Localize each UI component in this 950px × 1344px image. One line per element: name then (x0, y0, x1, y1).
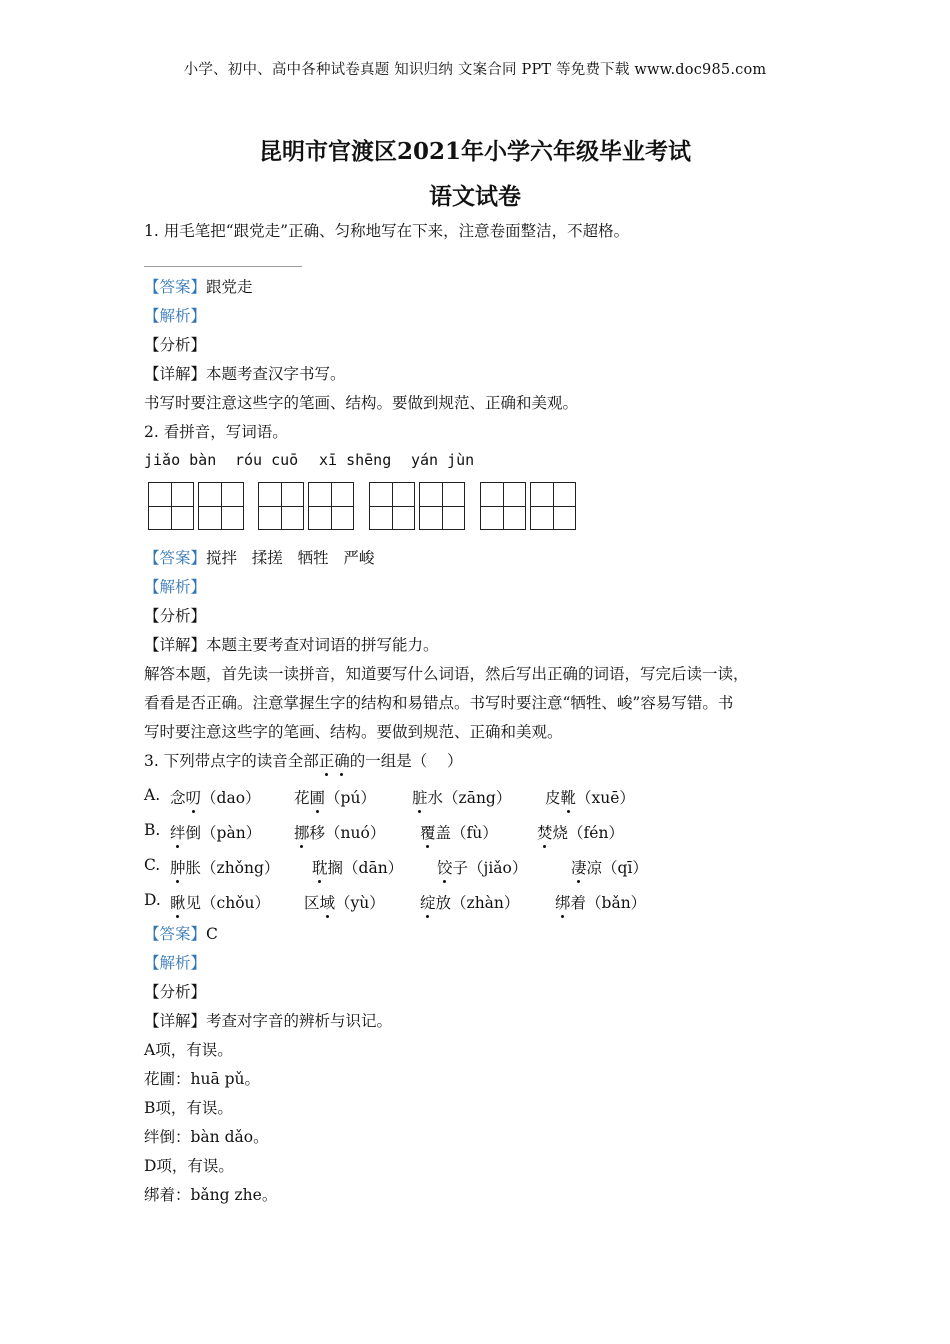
option-d-letter[interactable]: D. (144, 891, 161, 909)
answer-tag: 【答案】 (144, 925, 207, 943)
q1-answer (144, 277, 253, 297)
q1-fenxi: 【分析】 (144, 336, 207, 354)
word-char: 皮 (545, 789, 561, 807)
exam-title: 昆明市官渡区2021年小学六年级毕业考试 (258, 138, 691, 165)
pinyin: （xuē） (576, 789, 635, 807)
exam-subtitle: 语文试卷 (429, 183, 521, 210)
xiangjie-tag: 【详解】 (144, 365, 207, 383)
word-char: 放 (435, 894, 452, 912)
tianzige-box[interactable] (148, 482, 194, 530)
word-char: 烧 (552, 824, 569, 842)
option-c-letter[interactable]: C. (144, 856, 161, 874)
pinyin: （dao） (201, 789, 261, 807)
q2-jiexi: 【解析】 (144, 578, 207, 596)
word-char: 花 (294, 789, 310, 807)
pinyin: （fù） (451, 824, 498, 842)
dotted-char: 耽 (312, 856, 328, 878)
word-char: 盖 (435, 824, 452, 842)
q3-line-5: D项，有误。 (144, 1157, 234, 1175)
pinyin: （nuó） (325, 824, 386, 842)
pinyin: （pú） (325, 789, 376, 807)
option-a-word-2 (294, 786, 376, 808)
pinyin: （bǎn） (586, 894, 647, 912)
q3-line-3: B项，有误。 (144, 1099, 233, 1117)
dotted-char: 绽 (420, 891, 436, 913)
option-c-word-3 (437, 856, 527, 878)
tianzige-box[interactable] (530, 482, 576, 530)
tianzige-box[interactable] (369, 482, 415, 530)
tianzige-box[interactable] (308, 482, 354, 530)
q3-answer (144, 924, 218, 944)
q3-question-text: 3. 下列带点字的读音全部 (144, 752, 319, 770)
dotted-char: 饺 (437, 856, 453, 878)
dotted-char: 覆 (420, 821, 436, 843)
option-b-word-4 (537, 821, 624, 843)
dotted-char: 肿 (170, 856, 186, 878)
q2-para-2: 看看是否正确。注意掌握生字的结构和易错点。书写时要注意“牺牲、峻”容易写错。书 (144, 694, 734, 712)
q3-xiangjie (144, 1011, 392, 1031)
xiangjie-tag: 【详解】 (144, 1012, 207, 1030)
option-b-letter[interactable]: B. (144, 821, 161, 839)
q3-fenxi: 【分析】 (144, 983, 207, 1001)
word-char: 倒 (185, 824, 202, 842)
option-c-word-4 (571, 856, 648, 878)
dotted-char: 绊 (170, 821, 186, 843)
q2-para-1: 解答本题，首先读一读拼音，知道要写什么词语，然后写出正确的词语，写完后读一读， (144, 665, 749, 683)
dotted-char: 正 (318, 752, 335, 770)
pinyin: （qī） (602, 859, 648, 877)
dotted-char: 域 (320, 891, 336, 913)
answer-blank-line (144, 266, 302, 267)
dotted-char: 绑 (555, 891, 571, 913)
pinyin: （zhǒng） (201, 859, 280, 877)
tianzige-box[interactable] (419, 482, 465, 530)
option-c-word-1 (170, 856, 279, 878)
word-char: 念 (170, 789, 186, 807)
pinyin: （dān） (343, 859, 404, 877)
tianzige-box[interactable] (480, 482, 526, 530)
q3-line-2: 花圃：huā pǔ。 (144, 1070, 261, 1088)
q1-xiangjie (144, 364, 346, 384)
option-b-word-2 (294, 821, 385, 843)
option-c-word-2 (312, 856, 403, 878)
q3-question-tail: 的一组是（ ） (349, 752, 463, 770)
q3-line-6: 绑着：bǎng zhe。 (144, 1186, 278, 1204)
answer-tag: 【答案】 (144, 549, 207, 567)
word-char: 搁 (327, 859, 344, 877)
option-a-word-4 (545, 786, 635, 808)
dotted-char: 瞅 (170, 891, 186, 913)
pinyin-2: róu cuō (235, 451, 299, 469)
dotted-char: 焚 (537, 821, 553, 843)
dotted-char: 靴 (561, 786, 577, 808)
word-char: 水 (427, 789, 444, 807)
option-d-word-2 (304, 891, 385, 913)
word-char: 着 (570, 894, 587, 912)
option-d-word-1 (170, 891, 270, 913)
answer-text: 跟党走 (206, 278, 253, 296)
option-d-word-3 (420, 891, 519, 913)
xiangjie-text: 本题主要考查对词语的拼写能力。 (206, 636, 439, 654)
site-header: 小学、初中、高中各种试卷真题 知识归纳 文案合同 PPT 等免费下载 www.doc985.com (183, 62, 767, 78)
q3-jiexi: 【解析】 (144, 954, 207, 972)
answer-tag: 【答案】 (144, 278, 207, 296)
q2-para-3: 写时要注意这些字的笔画、结构。要做到规范、正确和美观。 (144, 723, 563, 741)
tianzige-box[interactable] (258, 482, 304, 530)
pinyin: （zāng） (443, 789, 512, 807)
pinyin: （jiǎo） (468, 859, 528, 877)
q3-line-4: 绊倒：bàn dǎo。 (144, 1128, 269, 1146)
q1-question: 1. 用毛笔把“跟党走”正确、匀称地写在下来，注意卷面整洁，不超格。 (144, 222, 630, 240)
q3-line-1: A项，有误。 (144, 1041, 233, 1059)
option-a-word-1 (170, 786, 261, 808)
q1-jiexi: 【解析】 (144, 307, 207, 325)
word-char: 见 (185, 894, 202, 912)
dotted-char: 圃 (310, 786, 326, 808)
option-b-word-1 (170, 821, 261, 843)
q1-note: 书写时要注意这些字的笔画、结构。要做到规范、正确和美观。 (144, 394, 579, 412)
pinyin-3: xī shēng (319, 451, 392, 469)
pinyin: （pàn） (201, 824, 262, 842)
pinyin: （zhàn） (451, 894, 520, 912)
tianzige-box[interactable] (198, 482, 244, 530)
word-char: 子 (452, 859, 469, 877)
pinyin-1: jiǎo bàn (144, 451, 217, 469)
q2-fenxi: 【分析】 (144, 607, 207, 625)
pinyin: （yù） (335, 894, 385, 912)
option-b-word-3 (420, 821, 498, 843)
dotted-char: 凄 (571, 856, 587, 878)
dotted-char: 叨 (186, 786, 202, 808)
xiangjie-tag: 【详解】 (144, 636, 207, 654)
option-a-letter[interactable]: A. (144, 786, 161, 804)
word-char: 移 (309, 824, 326, 842)
word-char: 胀 (185, 859, 202, 877)
q3-question (144, 751, 462, 771)
word-char: 区 (304, 894, 320, 912)
dotted-char: 挪 (294, 821, 310, 843)
xiangjie-text: 本题考查汉字书写。 (206, 365, 346, 383)
option-a-word-3 (412, 786, 511, 808)
q2-answer (144, 548, 374, 568)
pinyin-4: yán jùn (411, 451, 475, 469)
dotted-char: 脏 (412, 786, 428, 808)
option-d-word-4 (555, 891, 646, 913)
q2-question: 2. 看拼音，写词语。 (144, 423, 288, 441)
q2-xiangjie (144, 635, 439, 655)
word-char: 凉 (586, 859, 603, 877)
answer-text: 搅拌 揉搓 牺牲 严峻 (206, 549, 375, 567)
pinyin: （fén） (568, 824, 624, 842)
answer-text: C (206, 925, 218, 943)
xiangjie-text: 考查对字音的辨析与识记。 (206, 1012, 393, 1030)
pinyin: （chǒu） (201, 894, 271, 912)
dotted-char: 确 (334, 752, 350, 770)
